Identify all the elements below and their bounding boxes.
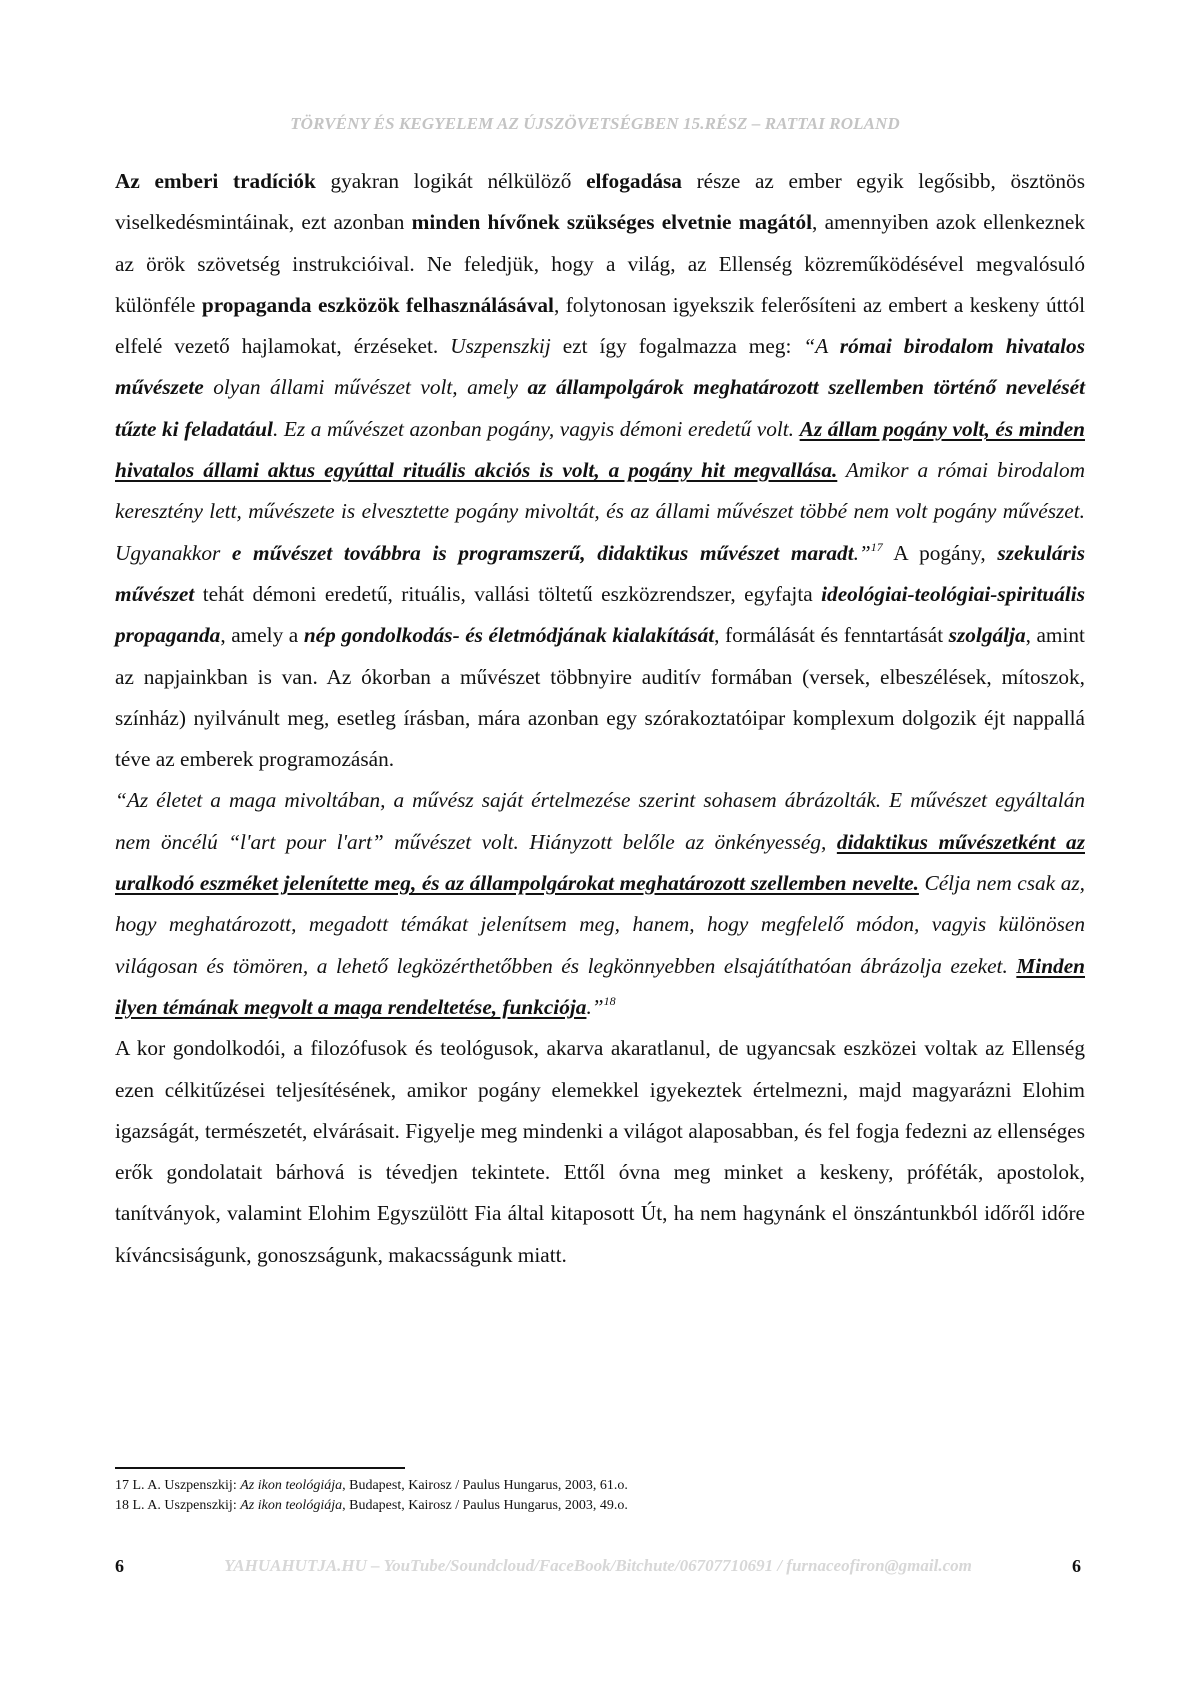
text-segment: gyakran logikát nélkülöző xyxy=(315,169,587,193)
text-segment: minden hívőnek szükséges elvetnie magától xyxy=(411,210,813,235)
footer-contact-text: YAHUAHUTJA.HU – YouTube/Soundcloud/FaceBook/Bitchute/06707710691 / furnaceofiron@gmail.com xyxy=(224,1556,972,1575)
text-segment: nép gondolkodás- és életmódjának kialakítását xyxy=(303,623,715,648)
footnotes xyxy=(115,1476,1075,1516)
text-segment: ideológiai-teológiai-spirituális propaganda xyxy=(115,581,1085,648)
text-segment: didaktikus művészetként az uralkodó eszméket jelenítette meg, és az állampolgárokat meghatározott szellemben nevelte. xyxy=(115,829,1085,896)
text-segment: A pogány, xyxy=(882,540,998,565)
paragraph-2-quote xyxy=(115,780,1085,1028)
text-segment: “Az életet a maga mivoltában, a művész saját értelmezése szerint sohasem ábrázolták. E művészet egyáltalán nem öncélú “l'art pour l'art” művészet volt. Hiányzott belőle az önkényesség, xyxy=(115,788,1085,854)
page-number-right: 6 xyxy=(1072,1555,1081,1576)
footnote-author: L. A. Uszpenszkij: xyxy=(132,1498,241,1513)
footnote-17 xyxy=(115,1476,1075,1496)
footnote-rest: , Budapest, Kairosz / Paulus Hungarus, 2003, 49.o. xyxy=(342,1498,628,1513)
text-segment: tehát démoni eredetű, rituális, vallási töltetű eszközrendszer, egyfajta xyxy=(194,581,822,606)
text-segment: Uszpenszkij xyxy=(450,334,551,359)
footnote-18 xyxy=(115,1496,1075,1516)
footnote-reference[interactable]: 18 xyxy=(603,993,616,1008)
paragraph-1 xyxy=(115,161,1085,780)
running-header: TÖRVÉNY ÉS KEGYELEM AZ ÚJSZÖVETSÉGBEN 15.RÉSZ – RATTAI ROLAND xyxy=(290,114,900,133)
text-segment: , amennyiben azok ellenkeznek az örök szövetség instrukcióival. Ne feledjük, hogy a világ, az Ellenség közreműködésével megvalósuló különféle xyxy=(115,210,1085,317)
text-segment: Amikor a római birodalom keresztény lett, művészete is elvesztette pogány mivoltát, és az állami művészet többé nem volt pogány művészet. Ugyanakkor xyxy=(115,458,1085,565)
footnote-title: Az ikon teológiája xyxy=(240,1498,343,1513)
text-segment: .” xyxy=(586,994,604,1019)
paragraph-3 xyxy=(115,1028,1085,1276)
text-segment: “A xyxy=(803,334,840,359)
footnote-number: 17 xyxy=(115,1478,129,1493)
text-segment: része az ember egyik legősibb, ösztönös viselkedésmintáinak, ezt azonban xyxy=(115,169,1085,235)
footnote-title: Az ikon teológiája xyxy=(240,1478,343,1493)
document-body xyxy=(115,161,1085,1276)
page-footer xyxy=(115,1554,1081,1578)
text-segment: , amely a xyxy=(220,623,304,648)
text-segment: Az emberi tradíciók xyxy=(115,169,316,193)
text-segment: olyan állami művészet volt, amely xyxy=(203,375,528,400)
text-segment: , amint az napjainkban is van. Az ókorban a művészet többnyire auditív formában (versek, elbeszélések, mítoszok, színház) nyilvánult meg, esetleg írásban, mára azonban egy szórakoztatóipar komplexum dolgozik éjt nappallá téve az emberek programozásán. xyxy=(115,623,1085,772)
text-segment: szolgálja xyxy=(948,623,1026,648)
text-segment: Az állam pogány volt, és minden hivatalos állami aktus egyúttal rituális akciós is volt, a pogány hit megvallása. xyxy=(115,416,1085,483)
footnote-separator xyxy=(115,1467,405,1469)
text-segment: , folytonosan igyekszik felerősíteni az embert a keskeny úttól elfelé vezető hajlamokat, érzéseket. xyxy=(115,292,1086,359)
text-segment: elfogadása xyxy=(586,169,682,193)
page-number-left: 6 xyxy=(115,1555,124,1576)
footnote-author: L. A. Uszpenszkij: xyxy=(132,1478,241,1493)
footnote-number: 18 xyxy=(115,1498,129,1513)
text-segment: propaganda eszközök felhasználásával xyxy=(201,292,554,317)
text-segment: az állampolgárok meghatározott szellemben történő nevelését tűzte ki feladatául xyxy=(115,375,1085,441)
text-segment: római birodalom hivatalos művészete xyxy=(115,334,1085,400)
text-segment: A kor gondolkodói, a filozófusok és teológusok, akarva akaratlanul, de ugyancsak eszközei voltak az Ellenség ezen célkitűzései teljesítésének, amikor pogány elemekkel igyekeztek értelmezni, majd magyarázni Elohim igazságát, természetét, elvárásait. Figyelje meg mindenki a világot alaposabban, és fel fogja fedezni az ellenséges erők gondolatait bárhová is tévedjen tekintete. Ettől óvna meg minket a keskeny, próféták, apostolok, tanítványok, valamint Elohim Egyszülött Fia által kitaposott Út, ha nem hagynánk el önszántunkból időről időre kíváncsiságunk, gonoszságunk, makacsságunk miatt. xyxy=(115,1036,1085,1267)
footnote-reference[interactable]: 17 xyxy=(870,539,883,554)
text-segment: e művészet továbbra is programszerű, didaktikus művészet maradt xyxy=(231,540,854,565)
text-segment: .” xyxy=(853,540,871,565)
text-segment: , formálását és fenntartását xyxy=(714,623,949,648)
text-segment: szekuláris művészet xyxy=(115,540,1085,606)
text-segment: ezt így fogalmazza meg: xyxy=(550,334,804,359)
text-segment: . Ez a művészet azonban pogány, vagyis démoni eredetű volt. xyxy=(272,416,800,441)
text-segment: Célja nem csak az, hogy meghatározott, megadott témákat jelenítsem meg, hanem, hogy megfelelő módon, vagyis különösen világosan és tömören, a lehető legközérthetőbben és legkönnyebben elsajátíthatóan ábrázolja ezeket. xyxy=(115,871,1085,978)
footnote-rest: , Budapest, Kairosz / Paulus Hungarus, 2003, 61.o. xyxy=(342,1478,628,1493)
text-segment: Minden ilyen témának megvolt a maga rendeltetése, funkciója xyxy=(115,953,1085,1019)
